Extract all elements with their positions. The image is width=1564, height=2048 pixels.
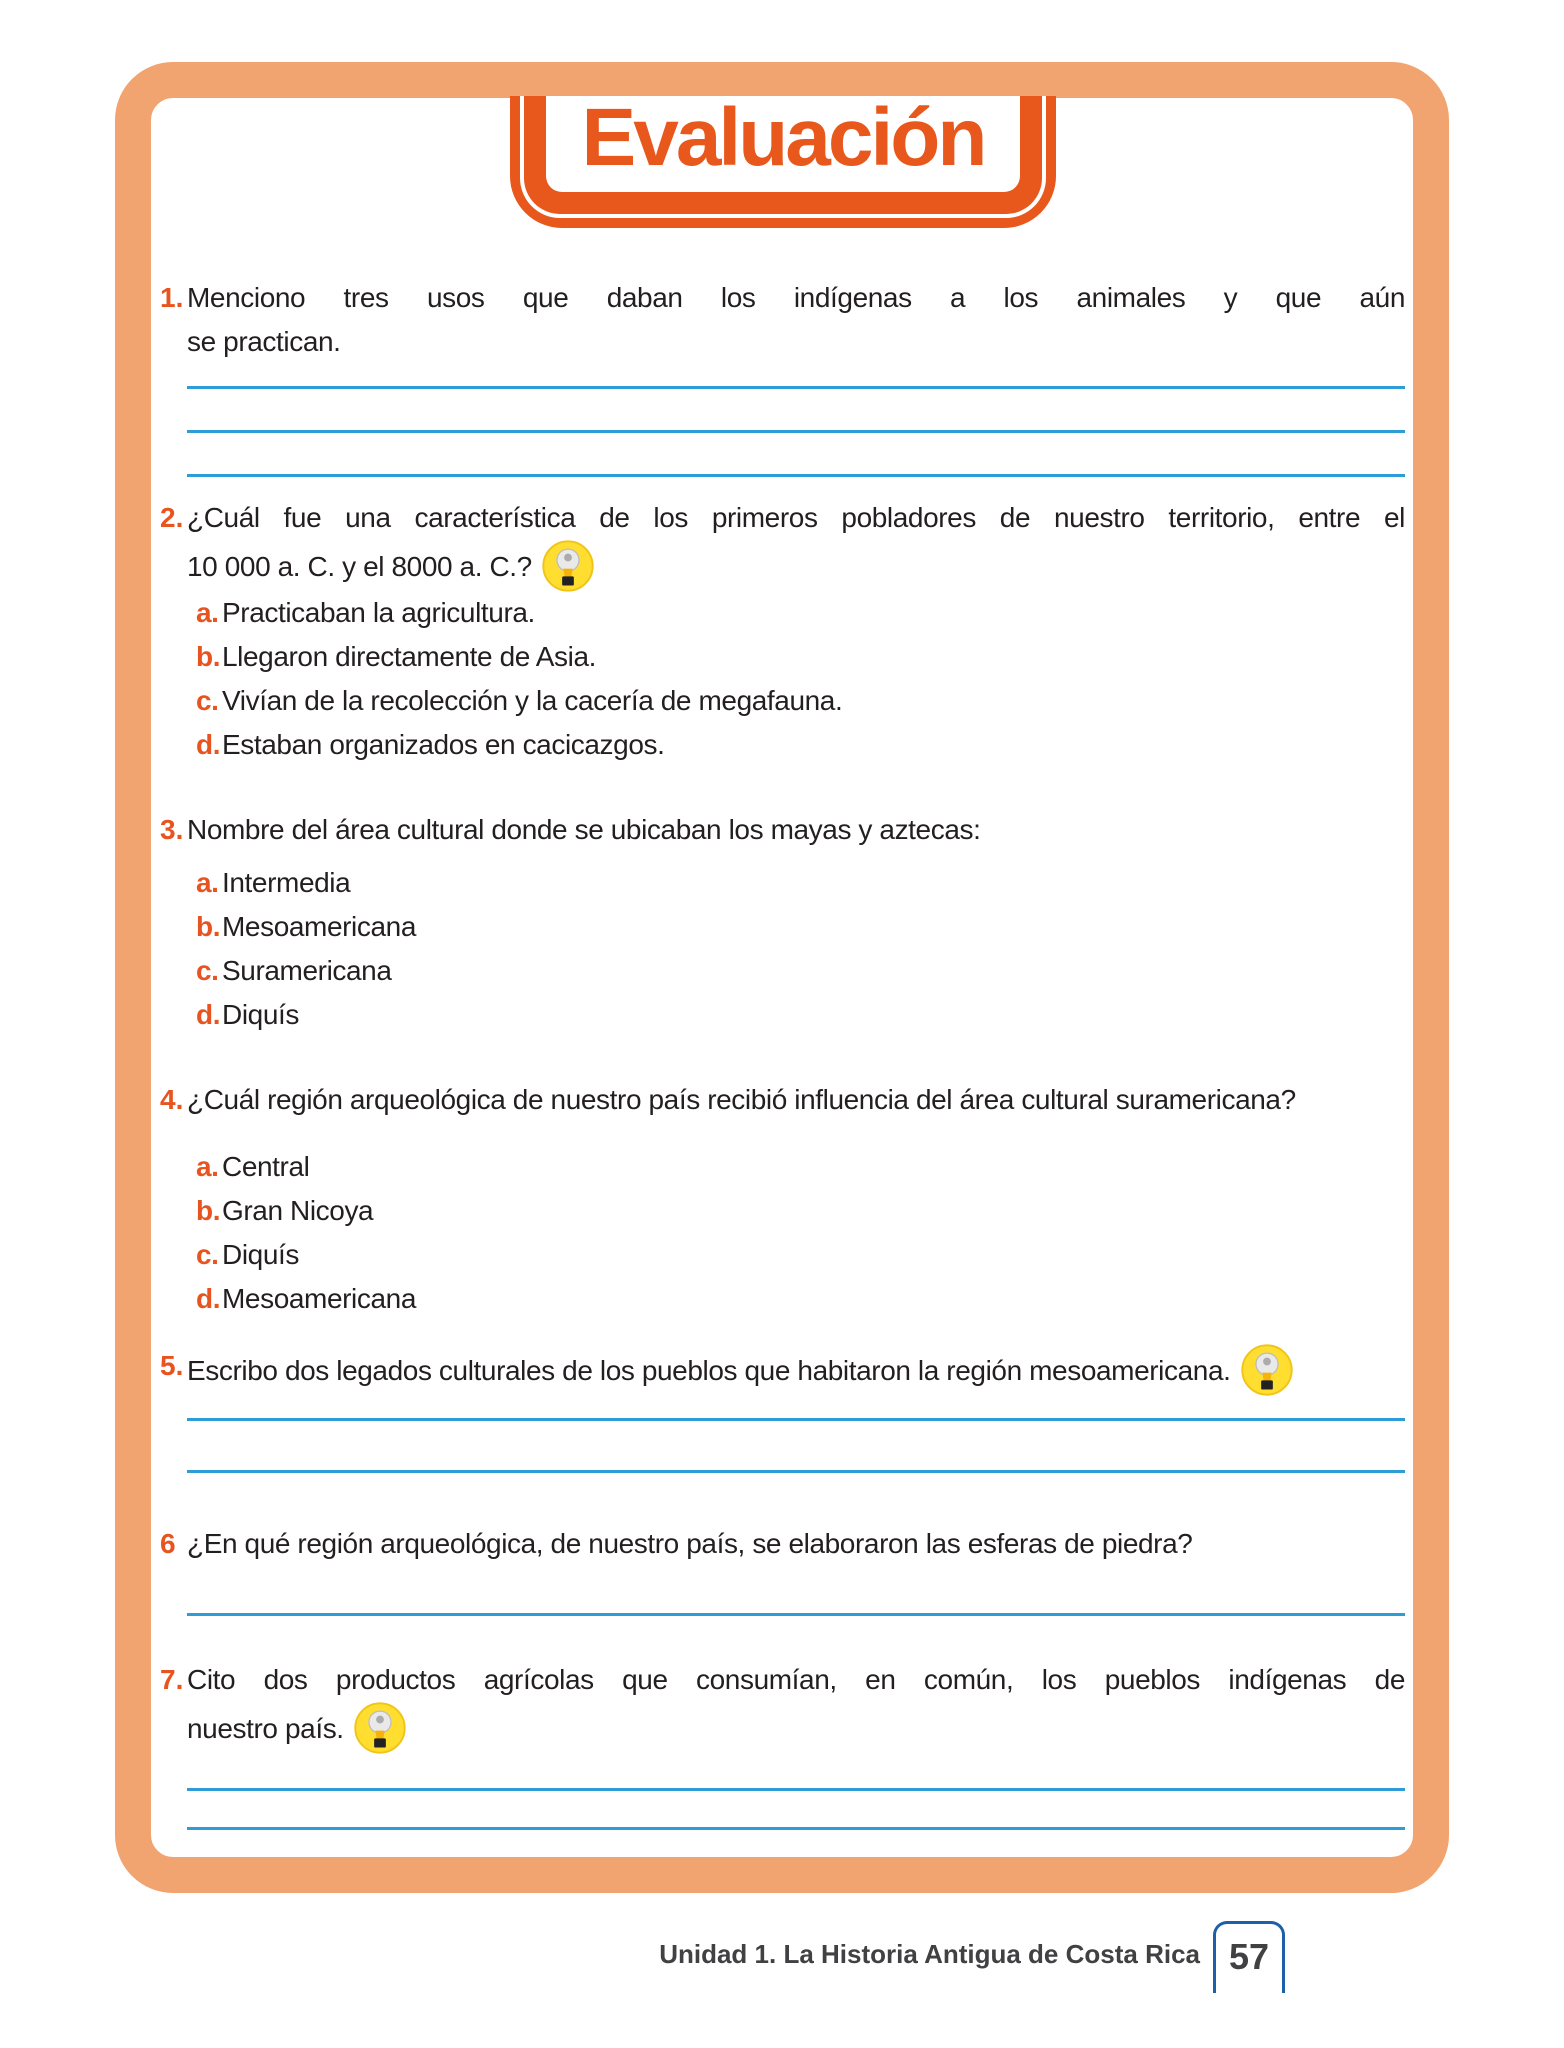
option-row	[196, 596, 1396, 630]
question-6-text	[187, 1522, 1405, 1566]
question-3-text	[187, 808, 1405, 852]
question-1-number: 1.	[160, 282, 184, 313]
option-row	[196, 1282, 1396, 1316]
option-row	[196, 1150, 1396, 1184]
option-text: Central	[222, 1151, 310, 1182]
question-2-text	[187, 496, 1405, 592]
question-1-line-1: Menciono tres usos que daban los indígenas a los animales y que aún	[187, 282, 1405, 313]
option-text: Intermedia	[222, 867, 351, 898]
answer-line	[187, 1470, 1405, 1473]
question-2-line-1: ¿Cuál fue una característica de los primeros pobladores de nuestro territorio, entre el	[187, 502, 1405, 533]
option-text: Estaban organizados en cacicazgos.	[222, 729, 665, 760]
question-7-number: 7.	[160, 1664, 184, 1695]
question-2-number: 2.	[160, 502, 184, 533]
option-text: Suramericana	[222, 955, 392, 986]
option-row	[196, 910, 1396, 944]
option-row	[196, 998, 1396, 1032]
option-text: Diquís	[222, 999, 299, 1030]
question-3-line-1: Nombre del área cultural donde se ubicaban los mayas y aztecas:	[187, 814, 981, 845]
question-5-text	[187, 1344, 1405, 1396]
question-7-text	[187, 1658, 1405, 1754]
answer-line	[187, 1613, 1405, 1616]
option-row	[196, 640, 1396, 674]
question-1-line-2: se practican.	[187, 326, 341, 357]
page-title: Evaluación	[581, 92, 985, 183]
evaluation-title-badge	[510, 92, 1056, 228]
option-row	[196, 866, 1396, 900]
option-text: Mesoamericana	[222, 911, 416, 942]
option-letter: c.	[196, 955, 219, 986]
option-row	[196, 1238, 1396, 1272]
option-letter: a.	[196, 597, 219, 628]
option-text: Gran Nicoya	[222, 1195, 374, 1226]
question-5-number: 5.	[160, 1350, 184, 1381]
option-letter: a.	[196, 1151, 219, 1182]
page-number-tab	[1213, 1921, 1285, 1993]
option-letter: d.	[196, 999, 221, 1030]
answer-line	[187, 1788, 1405, 1791]
question-4-number: 4.	[160, 1084, 184, 1115]
option-letter: a.	[196, 867, 219, 898]
option-text: Llegaron directamente de Asia.	[222, 641, 597, 672]
option-text: Mesoamericana	[222, 1283, 416, 1314]
question-6-line-1: ¿En qué región arqueológica, de nuestro país, se elaboraron las esferas de piedra?	[187, 1528, 1193, 1559]
question-7-line-2: nuestro país.	[187, 1713, 344, 1744]
question-1-text	[187, 276, 1405, 364]
option-text: Practicaban la agricultura.	[222, 597, 535, 628]
answer-line	[187, 474, 1405, 477]
option-row	[196, 728, 1396, 762]
question-6-number: 6	[160, 1528, 176, 1559]
option-text: Vivían de la recolección y la cacería de megafauna.	[222, 685, 843, 716]
option-row	[196, 954, 1396, 988]
question-3-number: 3.	[160, 814, 184, 845]
option-letter: b.	[196, 911, 221, 942]
hint-lightbulb-icon	[542, 540, 594, 592]
page-number: 57	[1228, 1936, 1270, 1977]
answer-line	[187, 1827, 1405, 1830]
option-row	[196, 1194, 1396, 1228]
question-4-line-1: ¿Cuál región arqueológica de nuestro país recibió influencia del área cultural suramericana?	[187, 1084, 1296, 1115]
footer-unit-label: Unidad 1. La Historia Antigua de Costa Rica	[659, 1939, 1200, 1969]
option-row	[196, 684, 1396, 718]
question-2-line-2: 10 000 a. C. y el 8000 a. C.?	[187, 551, 532, 582]
option-text: Diquís	[222, 1239, 299, 1270]
option-letter: b.	[196, 641, 221, 672]
answer-line	[187, 430, 1405, 433]
answer-line	[187, 386, 1405, 389]
question-5-line-1: Escribo dos legados culturales de los pueblos que habitaron la región mesoamericana.	[187, 1355, 1231, 1386]
question-4-text	[187, 1078, 1405, 1122]
option-letter: d.	[196, 1283, 221, 1314]
answer-line	[187, 1418, 1405, 1421]
option-letter: b.	[196, 1195, 221, 1226]
option-letter: c.	[196, 1239, 219, 1270]
hint-lightbulb-icon	[1241, 1344, 1293, 1396]
hint-lightbulb-icon	[354, 1702, 406, 1754]
option-letter: c.	[196, 685, 219, 716]
question-7-line-1: Cito dos productos agrícolas que consumían, en común, los pueblos indígenas de	[187, 1664, 1405, 1695]
option-letter: d.	[196, 729, 221, 760]
